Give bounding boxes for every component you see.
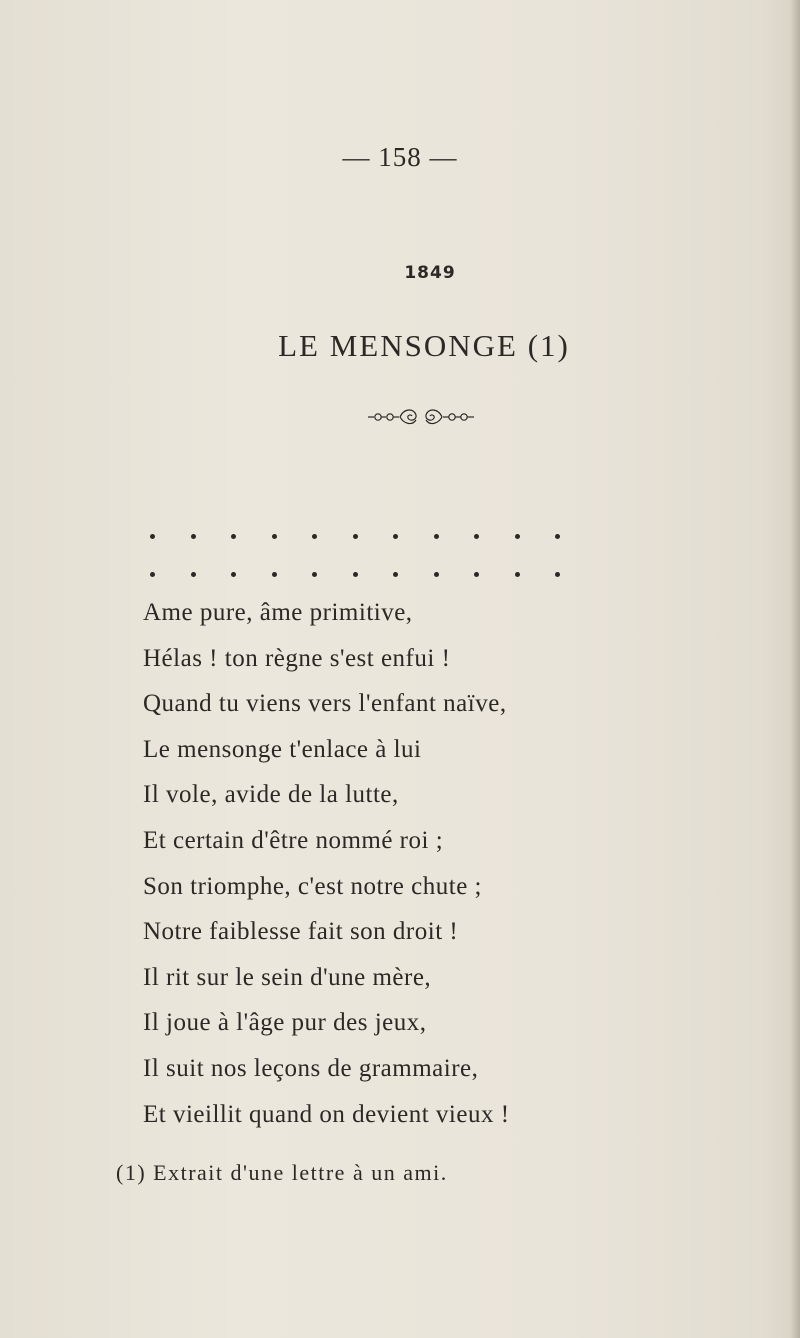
page-number: — 158 — <box>342 142 458 172</box>
ellipsis-dot <box>312 572 317 577</box>
ellipsis-dot <box>474 572 479 577</box>
poem-line: Le mensonge t'enlace à lui <box>143 735 422 763</box>
poem-line: Il suit nos leçons de grammaire, <box>143 1054 479 1082</box>
poem-line: Ame pure, âme primitive, <box>143 599 413 626</box>
ellipsis-dot <box>353 572 358 577</box>
fleuron-ornament-icon <box>366 404 476 430</box>
ellipsis-dot <box>191 534 196 539</box>
ellipsis-dot <box>555 572 560 577</box>
ellipsis-dot <box>515 572 520 577</box>
poem-line: Et certain d'être nommé roi ; <box>143 826 444 854</box>
poem-line: Il vole, avide de la lutte, <box>143 781 399 809</box>
ellipsis-dot <box>231 572 236 577</box>
poem-year: 1849 <box>404 263 456 283</box>
ellipsis-dot <box>312 534 317 539</box>
poem-line: Quand tu viens vers l'enfant naïve, <box>143 690 507 718</box>
ellipsis-dot <box>393 534 398 539</box>
ellipsis-dot <box>191 572 196 577</box>
poem-title: LE MENSONGE (1) <box>278 328 570 363</box>
poem-line: Son triomphe, c'est notre chute ; <box>143 872 482 900</box>
ellipsis-dot <box>272 572 277 577</box>
ellipsis-dot <box>434 572 439 577</box>
poem-line: Notre faiblesse fait son droit ! <box>143 918 459 946</box>
ellipsis-row <box>150 530 560 542</box>
ellipsis-dot <box>150 534 155 539</box>
ellipsis-dot <box>474 534 479 539</box>
poem-line: Hélas ! ton règne s'est enfui ! <box>143 644 451 672</box>
ellipsis-dot <box>272 534 277 539</box>
ellipsis-dot <box>231 534 236 539</box>
ellipsis-row <box>150 568 560 580</box>
ellipsis-dot <box>150 572 155 577</box>
page-edge-shadow <box>790 0 800 1338</box>
ellipsis-dot <box>353 534 358 539</box>
ellipsis-dot <box>393 572 398 577</box>
poem-body <box>143 590 703 1137</box>
poem-line: Il joue à l'âge pur des jeux, <box>143 1009 427 1037</box>
ellipsis-dot <box>515 534 520 539</box>
ellipsis-dot <box>555 534 560 539</box>
ellipsis-dot <box>434 534 439 539</box>
poem-line: Il rit sur le sein d'une mère, <box>143 963 432 991</box>
poem-line: Et vieillit quand on devient vieux ! <box>143 1100 510 1128</box>
footnote: (1) Extrait d'une lettre à un ami. <box>116 1160 448 1185</box>
